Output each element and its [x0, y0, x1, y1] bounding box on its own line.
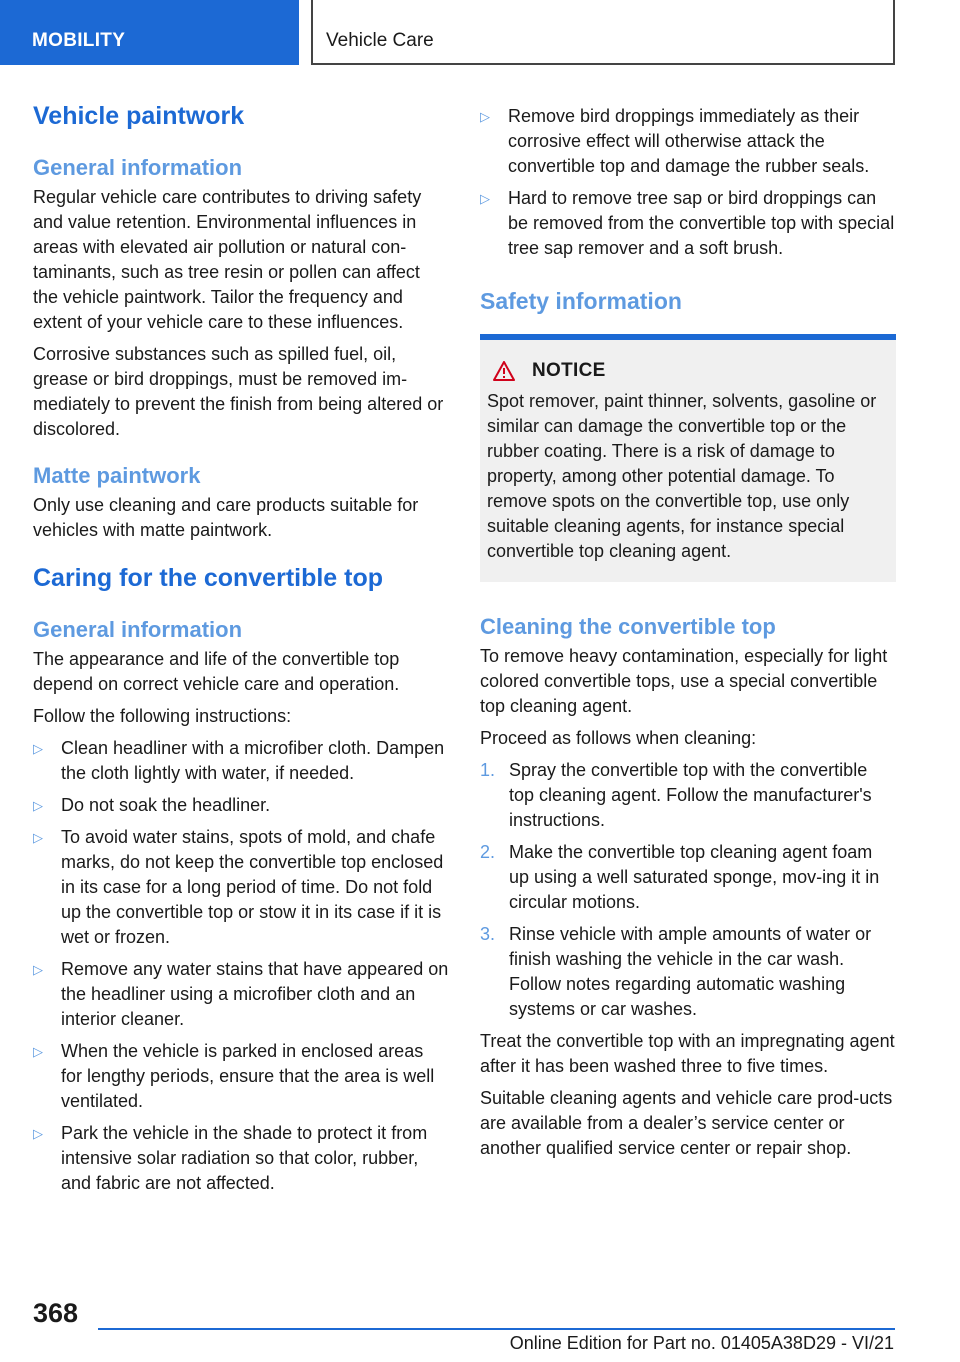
- left-column: [33, 100, 449, 1203]
- heading-safety-information: Safety information: [480, 288, 682, 314]
- section-title: MOBILITY: [32, 30, 126, 51]
- heading-general-information: General information: [33, 155, 243, 180]
- chapter-tab: [311, 0, 895, 65]
- paragraph-corrosive: Corrosive substances such as spilled fuel, oil, grease or bird droppings, must be removed im-mediately to prevent the finish from being altered or discolored.: [33, 344, 444, 439]
- list-item-text: To avoid water stains, spots of mold, and chafe marks, do not keep the convertible top enclosed in its case for a long period of time. Do not fold up the convertible top or stow it in its case if it is wet or frozen.: [61, 827, 444, 947]
- notice-title: NOTICE: [532, 360, 606, 381]
- step-text: Make the convertible top cleaning agent foam up using a well saturated sponge, mov-ing it in circular motions.: [509, 842, 880, 912]
- chapter-title: Vehicle Care: [326, 30, 434, 51]
- step-item: [480, 840, 896, 915]
- instruction-list: [33, 736, 449, 1196]
- heading-general-information-2: General information: [33, 617, 243, 642]
- edition-note: Online Edition for Part no. 01405A38D29 - VI/21: [509, 1333, 894, 1353]
- step-number: 3.: [480, 924, 496, 944]
- triangle-right-icon: ▷: [480, 191, 490, 206]
- list-item: [480, 104, 896, 179]
- list-item: [33, 736, 449, 786]
- triangle-right-icon: ▷: [33, 1044, 43, 1059]
- list-item-text: When the vehicle is parked in enclosed areas for lengthy periods, ensure that the area is well ventilated.: [61, 1041, 435, 1111]
- right-column: [480, 104, 896, 1168]
- heading-matte-paintwork: Matte paintwork: [33, 463, 201, 488]
- triangle-right-icon: ▷: [480, 109, 490, 124]
- triangle-right-icon: ▷: [33, 962, 43, 977]
- paragraph-matte: Only use cleaning and care products suitable for vehicles with matte paintwork.: [33, 495, 419, 540]
- step-number: 2.: [480, 842, 496, 862]
- step-item: [480, 758, 896, 833]
- list-item-text: Remove any water stains that have appeared on the headliner using a microfiber cloth and an interior cleaner.: [61, 959, 449, 1029]
- notice-text: Spot remover, paint thinner, solvents, gasoline or similar can damage the convertible top or the rubber coating. There is a risk of damage to property, among other potential damage. To remove spots on the convertible top, use only suitable cleaning agents, for instance special convertible top cleaning agent.: [487, 391, 877, 561]
- paragraph-treat: Treat the convertible top with an impregnating agent after it has been washed three to five times.: [480, 1031, 895, 1076]
- list-item-text: Hard to remove tree sap or bird droppings can be removed from the convertible top with special tree sap remover and a soft brush.: [508, 188, 895, 258]
- page-number: 368: [33, 1298, 79, 1328]
- cleaning-steps: [480, 758, 896, 1022]
- triangle-right-icon: ▷: [33, 798, 43, 813]
- list-item-text: Remove bird droppings immediately as their corrosive effect will otherwise attack the convertible top and damage the rubber seals.: [508, 106, 870, 176]
- list-item: [33, 793, 449, 818]
- triangle-right-icon: ▷: [33, 830, 43, 845]
- footer-divider: [98, 1328, 895, 1330]
- notice-header: [487, 360, 889, 382]
- list-item: [33, 825, 449, 950]
- warning-triangle-icon: [493, 361, 515, 381]
- list-item-text: Do not soak the headliner.: [61, 795, 271, 815]
- step-text: Spray the convertible top with the convertible top cleaning agent. Follow the manufacturer's instructions.: [509, 760, 872, 830]
- paragraph-follow: Follow the following instructions:: [33, 706, 292, 726]
- triangle-right-icon: ▷: [33, 741, 43, 756]
- section-tab: [0, 0, 299, 65]
- paragraph-proceed: Proceed as follows when cleaning:: [480, 728, 757, 748]
- list-item: [480, 186, 896, 261]
- heading-vehicle-paintwork: Vehicle paintwork: [33, 102, 245, 130]
- notice-box: [480, 334, 896, 582]
- paragraph-suitable: Suitable cleaning agents and vehicle care prod-ucts are available from a dealer’s service center or another qualified service center or repair shop.: [480, 1088, 893, 1158]
- heading-cleaning-convertible-top: Cleaning the convertible top: [480, 614, 776, 639]
- list-item: [33, 1121, 449, 1196]
- paragraph-heavy-contamination: To remove heavy contamination, especially for light colored convertible tops, use a special convertible top cleaning agent.: [480, 646, 888, 716]
- step-item: [480, 922, 896, 1022]
- list-item: [33, 957, 449, 1032]
- step-text: Rinse vehicle with ample amounts of water or finish washing the vehicle in the car wash. Follow notes regarding automatic washing systems or car washes.: [509, 924, 872, 1019]
- list-item-text: Park the vehicle in the shade to protect it from intensive solar radiation so that color, rubber, and fabric are not affected.: [61, 1123, 428, 1193]
- paragraph-appearance: The appearance and life of the convertible top depend on correct vehicle care and operation.: [33, 649, 400, 694]
- list-item-text: Clean headliner with a microfiber cloth. Dampen the cloth lightly with water, if needed.: [61, 738, 445, 783]
- instruction-list-continued: [480, 104, 896, 261]
- heading-caring-convertible-top: Caring for the convertible top: [33, 564, 384, 592]
- step-number: 1.: [480, 760, 496, 780]
- paragraph-general-information: Regular vehicle care contributes to driving safety and value retention. Environmental influences in areas with elevated air pollution or natural con-taminants, such as tree resin or pollen can affect the vehicle paintwork. Tailor the frequency and extent of your vehicle care to these influences.: [33, 187, 422, 332]
- list-item: [33, 1039, 449, 1114]
- triangle-right-icon: ▷: [33, 1126, 43, 1141]
